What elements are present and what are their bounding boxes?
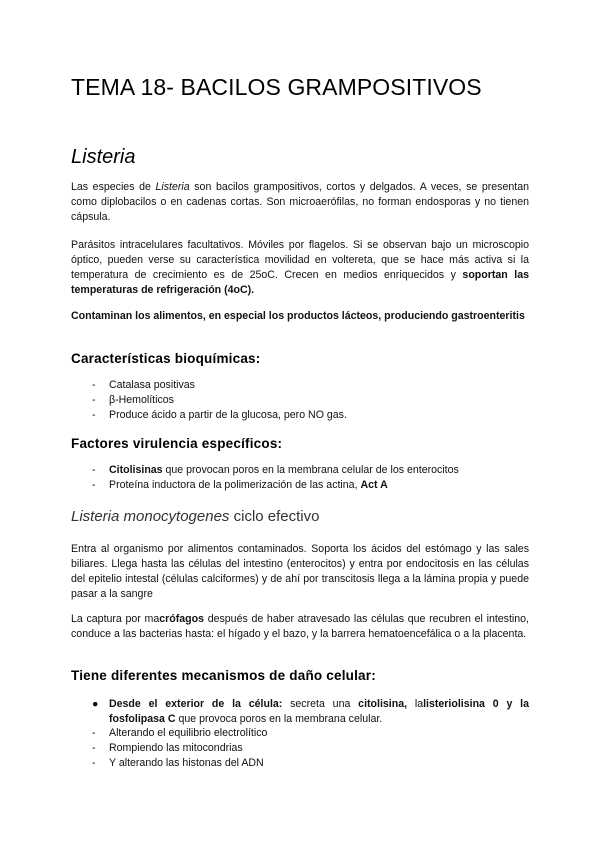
damage-heading: Tiene diferentes mecanismos de daño celular:	[71, 668, 376, 683]
bullet-dot-icon: ●	[92, 698, 99, 710]
intro-p1-rest: son bacilos grampositivos, cortos y delgados. A veces, se presentan como diplobacilos o en cadenas cortas. Son microaerófilas, no forman endosporas y no tienen cápsula.	[71, 181, 529, 223]
cycle-p2-start: La captura por ma	[71, 613, 160, 625]
intro-paragraph-2	[71, 238, 529, 298]
damage-bullet-b2: citolisina,	[358, 698, 408, 710]
virulence-item2-text: Proteína inductora de la polimerización de las actina,	[109, 479, 361, 491]
list-item	[92, 478, 532, 493]
intro-paragraph-1	[71, 180, 529, 225]
intro-paragraph-3: Contaminan los alimentos, en especial los productos lácteos, produciendo gastroenteritis	[71, 310, 525, 322]
list-item: - Catalasa positivas	[92, 378, 532, 393]
list-item: - Produce ácido a partir de la glucosa, pero NO gas.	[92, 408, 532, 423]
list-item: - Alterando el equilibrio electrolítico	[92, 726, 532, 741]
biochem-heading: Características bioquímicas:	[71, 351, 261, 366]
damage-bullet-b3: listeriolisina 0 y la fosfolipasa C	[109, 698, 529, 725]
document-title: TEMA 18- BACILOS GRAMPOSITIVOS	[71, 74, 482, 100]
damage-bullet-t2: la	[407, 698, 424, 710]
damage-bullet-t3: que provoca poros en la membrana celular.	[175, 713, 383, 725]
intro-p1-start: Las especies de	[71, 181, 156, 193]
list-item: - Rompiendo las mitocondrias	[92, 741, 532, 756]
intro-p2-text: Parásitos intracelulares facultativos. Móviles por flagelos. Si se observan bajo un microscopio óptico, pueden verse su característica movilidad en voltereta, que se hace más activa si la temperatura de crecimiento es de 25oC. Crecen en medios enriquecidos y	[71, 239, 529, 281]
intro-p2-bold: soportan las temperaturas de refrigeración (4oC).	[71, 269, 529, 296]
cycle-heading	[71, 508, 319, 525]
virulence-heading: Factores virulencia específicos:	[71, 436, 283, 451]
damage-bullet-t1: secreta una	[282, 698, 359, 710]
list-item: - β-Hemolíticos	[92, 393, 532, 408]
cycle-heading-italic: Listeria monocytogenes	[71, 508, 230, 525]
biochem-list	[92, 378, 532, 423]
virulence-item1-bold: Citolisinas	[109, 464, 163, 476]
damage-list	[92, 726, 532, 771]
virulence-item2-bold: Act A	[360, 479, 388, 491]
cycle-heading-rest: ciclo efectivo	[229, 508, 320, 525]
list-item	[92, 463, 532, 478]
cycle-p2-bold: crófagos	[159, 613, 204, 625]
list-item: - Y alterando las histonas del ADN	[92, 756, 532, 771]
cycle-paragraph-1: Entra al organismo por alimentos contaminados. Soporta los ácidos del estómago y las sales biliares. Llega hasta las células del intestino (enterocitos) y entra por endocitosis en las células del epitelio intestal (células calciformes) y de ahí por transcitosis llega a la lámina propia y puede pasar a la sangre	[71, 543, 529, 600]
intro-p1-italic: Listeria	[155, 181, 190, 193]
virulence-list	[92, 463, 532, 493]
damage-bullet-b1: Desde el exterior de la célula:	[109, 698, 283, 710]
section-title: Listeria	[71, 146, 136, 168]
cycle-paragraph-2	[71, 612, 529, 642]
cycle-p2-rest: después de haber atravesado las células que recubren el intestino, conduce a las bacterias hasta: el hígado y el bazo, y la barrera hematoencefálica o a la placenta.	[71, 613, 529, 640]
virulence-item1-rest: que provocan poros en la membrana celular de los enterocitos	[162, 464, 459, 476]
damage-bullet-item	[92, 697, 529, 727]
